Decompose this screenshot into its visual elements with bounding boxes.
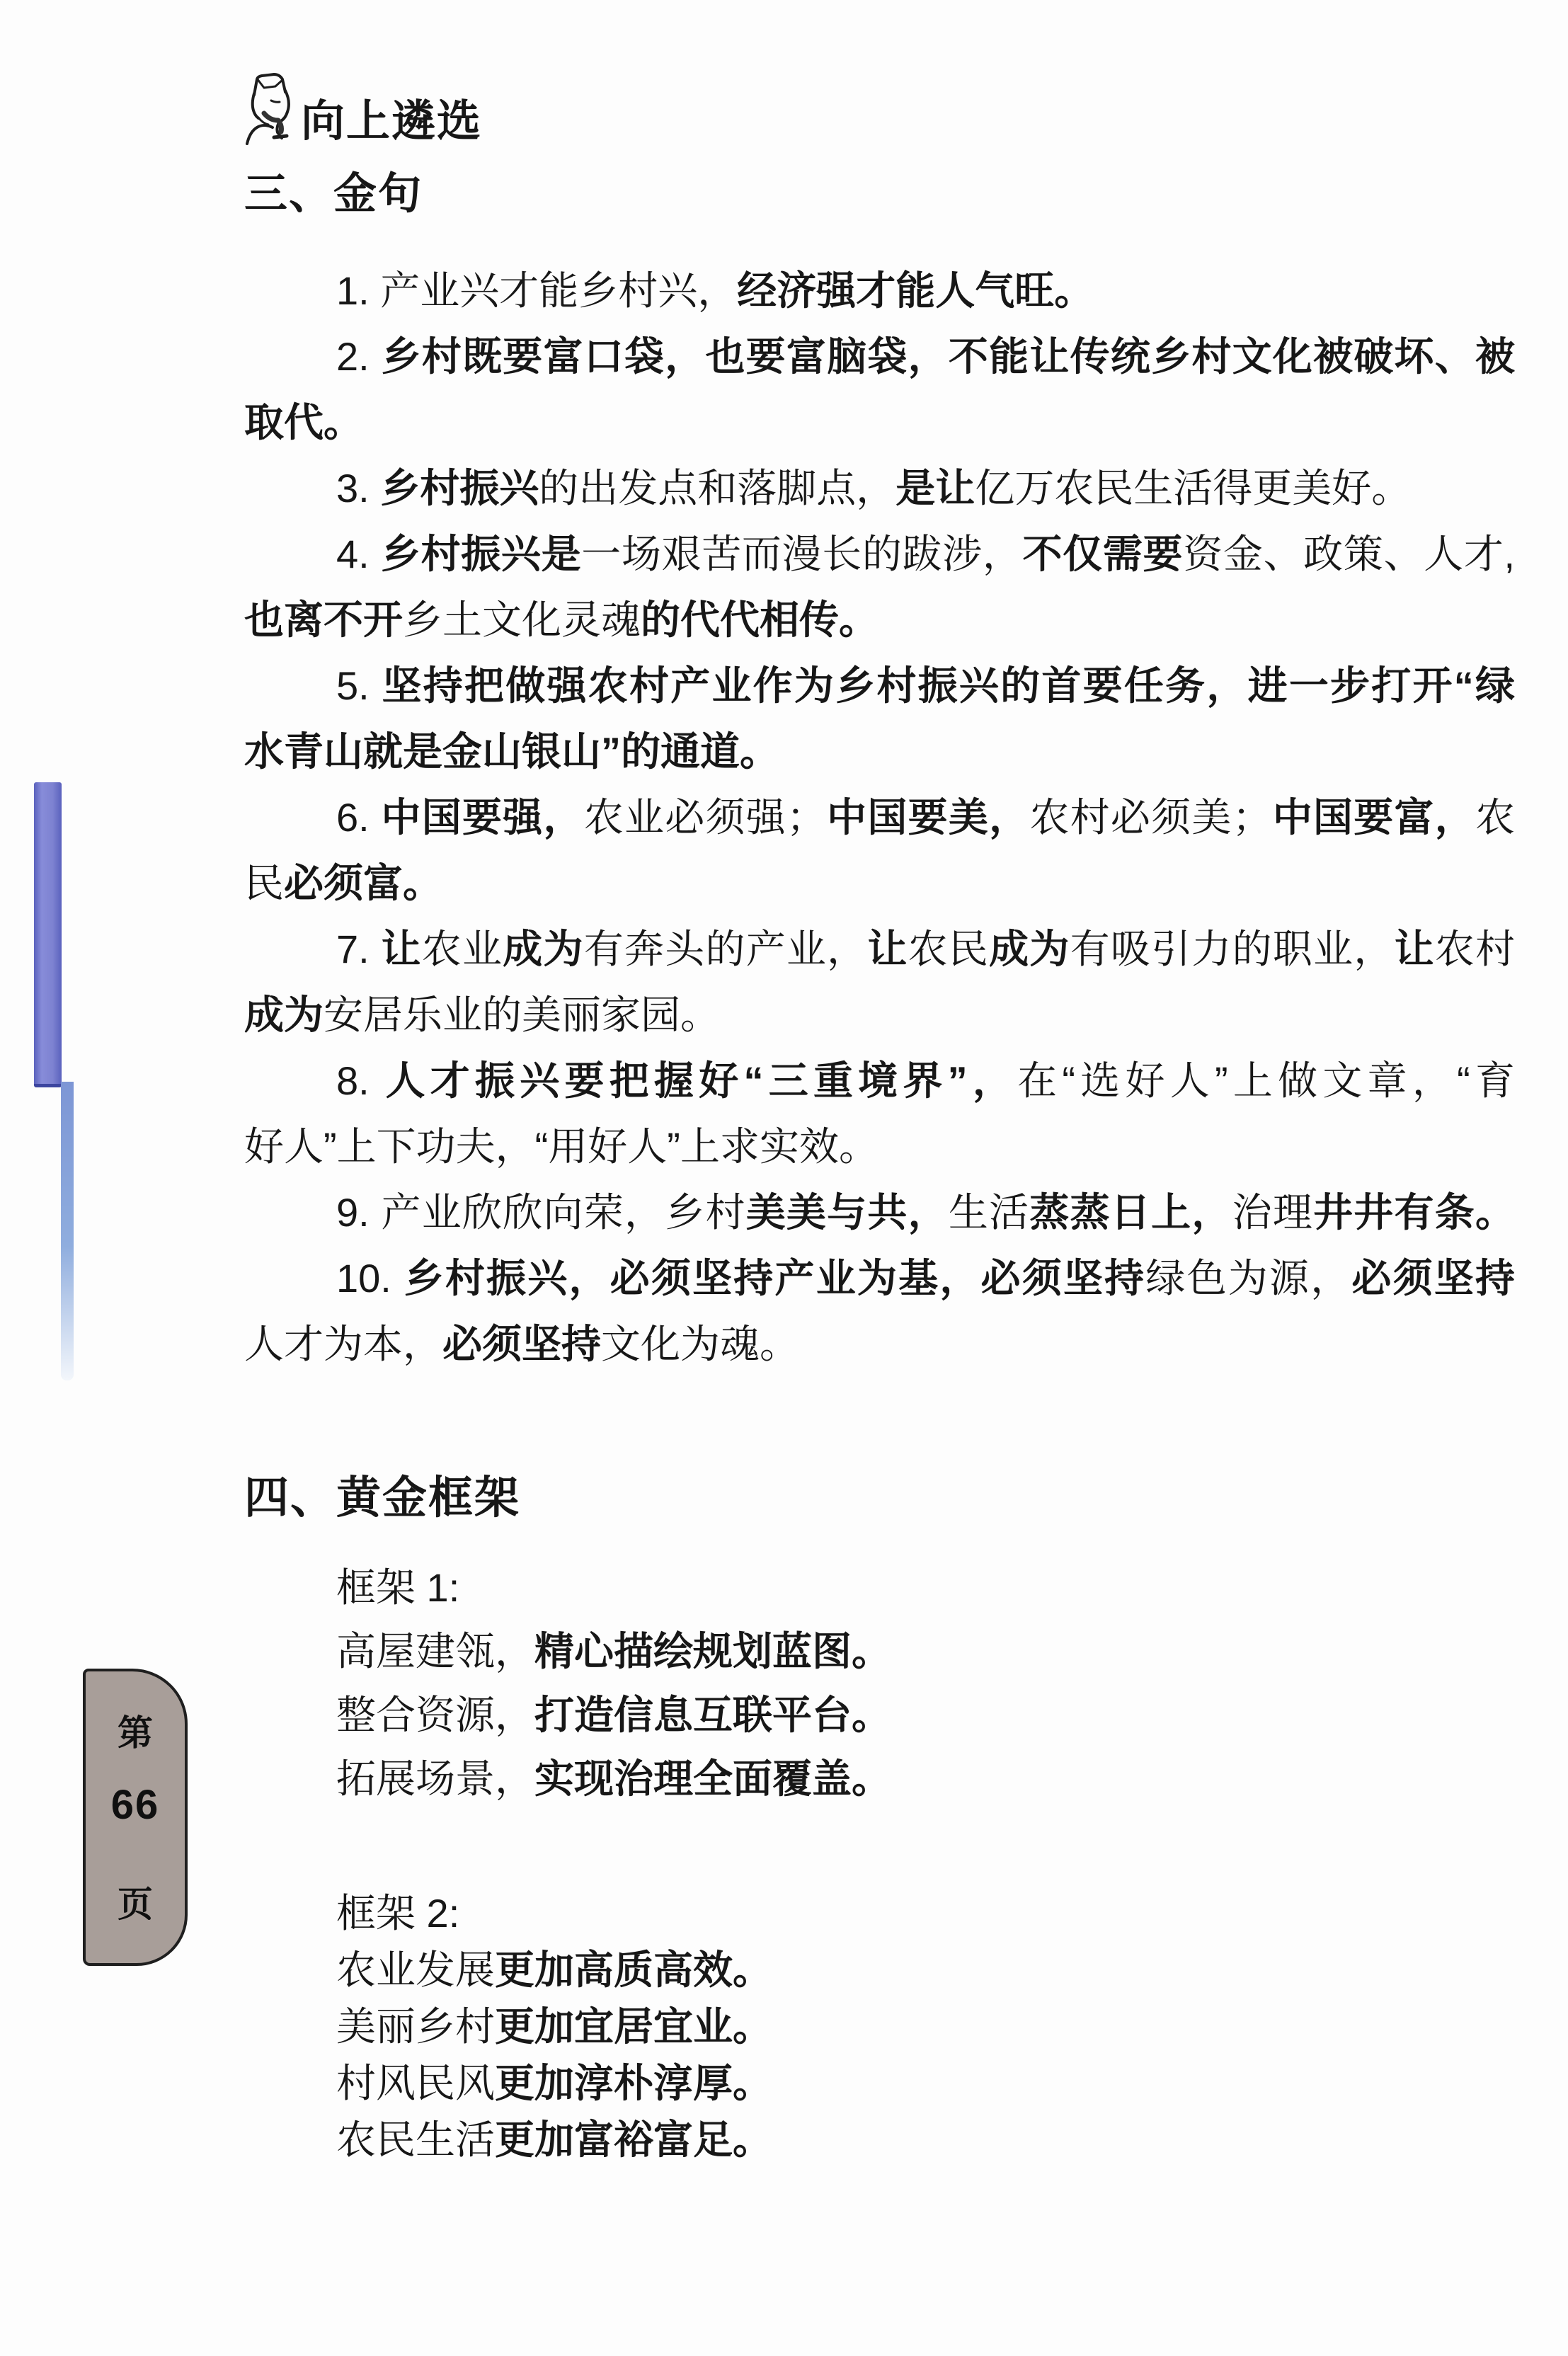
text-run: 5.	[336, 663, 382, 708]
text-run: 4.	[336, 532, 381, 576]
quote-line	[244, 521, 1515, 587]
frame-line	[336, 1942, 1327, 1998]
frame-line	[336, 1620, 1327, 1683]
quote-line	[244, 1048, 1515, 1114]
page-number-tab	[83, 1669, 188, 1966]
text-run: 乡土文化灵魂	[403, 597, 641, 642]
bold-text-run: 更加高质高效。	[495, 1948, 772, 1992]
bold-text-run: 必须坚持	[1351, 1256, 1516, 1300]
golden-quotes-lines	[244, 258, 1515, 1377]
scholar-sketch-icon	[243, 71, 294, 145]
text-run: 9.	[336, 1190, 382, 1235]
quote-line	[244, 784, 1515, 850]
bold-text-run: 也离不开	[244, 597, 403, 642]
text-run: 高屋建瓴，	[336, 1629, 534, 1674]
text-run: 农民	[908, 927, 990, 971]
quote-line	[244, 587, 1515, 653]
text-run: 安居乐业的美丽家园。	[324, 993, 720, 1037]
bold-text-run: 必须坚持	[442, 1322, 601, 1366]
bold-text-run: 水青山就是金山银山”的通道。	[244, 729, 779, 774]
text-run: 农村	[1434, 927, 1516, 971]
frame-line	[336, 2112, 1327, 2168]
bold-text-run: 中国要强，	[381, 795, 584, 840]
quote-line	[244, 916, 1515, 982]
text-run: 民	[244, 861, 284, 905]
bold-text-run: 让	[381, 927, 422, 971]
bold-text-run: 坚持把做强农村产业作为乡村振兴的首要任务，	[382, 663, 1248, 708]
text-run: 好人”上下功夫，“用好人”上求实效。	[244, 1124, 879, 1169]
brand-name: 向上遴选	[301, 97, 483, 146]
bold-text-run: 取代。	[244, 400, 363, 445]
text-run: 产业欣欣向荣，乡村	[381, 1190, 746, 1235]
quote-line	[244, 389, 1515, 455]
quote-line	[244, 982, 1515, 1048]
frame-block-2	[336, 1885, 1327, 2168]
bold-text-run: 乡村既要富口袋，也要富脑袋，不能让传统乡村文化被破坏、被	[381, 334, 1516, 379]
frame-lines	[336, 1942, 1327, 2168]
text-run: 村风民风	[336, 2061, 495, 2105]
quote-line	[244, 1179, 1515, 1245]
bold-text-run: 精心描绘规划蓝图。	[534, 1629, 891, 1674]
quote-line	[244, 258, 1515, 324]
text-run: 有奔头的产业，	[583, 927, 868, 971]
text-run: 资金、政策、人才,	[1183, 532, 1516, 576]
bold-text-run: 实现治理全面覆盖。	[534, 1756, 891, 1801]
bold-text-run: 人才振兴要把握好“三重境界”，	[385, 1058, 1018, 1103]
bold-text-run: 蒸蒸日上，	[1029, 1190, 1232, 1235]
text-run: 农民生活	[336, 2117, 495, 2162]
frame-lines	[336, 1620, 1327, 1811]
text-run: 人才为本，	[244, 1322, 442, 1366]
bold-text-run: 打造信息互联平台。	[534, 1693, 891, 1737]
bold-text-run: 更加宜居宜业。	[495, 2004, 772, 2049]
text-run: 7.	[336, 927, 382, 971]
text-run: 整合资源，	[336, 1693, 534, 1737]
bold-text-run: 不仅需要	[1022, 532, 1184, 576]
text-run: 1. 产业兴才能乡村兴，	[336, 268, 738, 313]
text-run: 10.	[336, 1256, 404, 1300]
bold-text-run: 成为	[989, 927, 1070, 971]
text-run: 农业发展	[336, 1948, 495, 1992]
frame-label: 框架 1:	[336, 1565, 460, 1610]
bold-text-run: 进一步打开“绿	[1247, 663, 1516, 708]
page-tab-suffix: 页	[118, 1885, 153, 1924]
text-run: 农	[1475, 795, 1516, 840]
bold-text-run: 更加富裕富足。	[495, 2117, 772, 2162]
quote-line	[244, 1245, 1515, 1311]
bold-text-run: 成为	[244, 993, 324, 1037]
bookmark-ribbon-wide	[34, 782, 62, 1087]
page-tab-prefix: 第	[118, 1713, 153, 1753]
section-heading-golden-quotes: 三、金句	[244, 169, 423, 217]
quote-line	[244, 455, 1515, 521]
bookmark-ribbon-tail	[61, 1082, 74, 1380]
text-run: 8.	[336, 1058, 386, 1103]
bold-text-run: 让	[867, 927, 908, 971]
bold-text-run: 乡村振兴是	[380, 532, 582, 576]
frame-line	[336, 2055, 1327, 2112]
bold-text-run: 的代代相传。	[641, 597, 879, 642]
section-heading-golden-frames: 四、黄金框架	[244, 1473, 520, 1523]
bold-text-run: 经济强才能人气旺。	[737, 268, 1094, 313]
page-number: 66	[110, 1782, 160, 1828]
bold-text-run: 让	[1394, 927, 1435, 971]
text-run: 亿万农民生活得更美好。	[975, 466, 1412, 510]
text-run: 治理	[1232, 1190, 1314, 1235]
quote-line	[244, 1114, 1515, 1179]
text-run: 农业	[421, 927, 503, 971]
text-run: 2.	[336, 334, 382, 379]
frame-label: 框架 2:	[336, 1891, 460, 1935]
text-run: 3.	[336, 466, 381, 510]
frame-block-1	[336, 1556, 1327, 1811]
frame-line	[336, 1683, 1327, 1747]
frame-line	[336, 1747, 1327, 1811]
text-run: 文化为魂。	[601, 1322, 799, 1366]
text-run: 6.	[336, 795, 382, 840]
text-run: 美丽乡村	[336, 2004, 495, 2049]
bold-text-run: 成为	[503, 927, 584, 971]
quote-line	[244, 719, 1515, 784]
bold-text-run: 美美与共，	[745, 1190, 949, 1235]
text-run: 农业必须强；	[583, 795, 826, 840]
bold-text-run: 中国要美，	[825, 795, 1030, 840]
text-run: 的出发点和落脚点，	[539, 466, 896, 510]
text-run: 有吸引力的职业，	[1070, 927, 1395, 971]
text-run: 在“选好人”上做文章，“育	[1017, 1058, 1516, 1103]
quote-line	[244, 850, 1515, 916]
text-run: 一场艰苦而漫长的跋涉，	[581, 532, 1023, 576]
frame-line	[336, 1998, 1327, 2055]
brand-logo	[243, 71, 482, 145]
bold-text-run: 是让	[895, 466, 975, 510]
quote-line	[244, 653, 1515, 719]
bold-text-run: 必须富。	[284, 861, 442, 905]
bold-text-run: 井井有条。	[1313, 1190, 1516, 1235]
text-run: 生活	[948, 1190, 1030, 1235]
bold-text-run: 乡村振兴	[380, 466, 539, 510]
quote-line	[244, 1311, 1515, 1377]
text-run: 绿色为源，	[1145, 1256, 1352, 1300]
bold-text-run: 乡村振兴，必须坚持产业为基，必须坚持	[404, 1256, 1146, 1300]
text-run: 拓展场景，	[336, 1756, 534, 1801]
quote-line	[244, 324, 1515, 389]
bold-text-run: 中国要富，	[1271, 795, 1476, 840]
bold-text-run: 更加淳朴淳厚。	[495, 2061, 772, 2105]
text-run: 农村必须美；	[1029, 795, 1272, 840]
